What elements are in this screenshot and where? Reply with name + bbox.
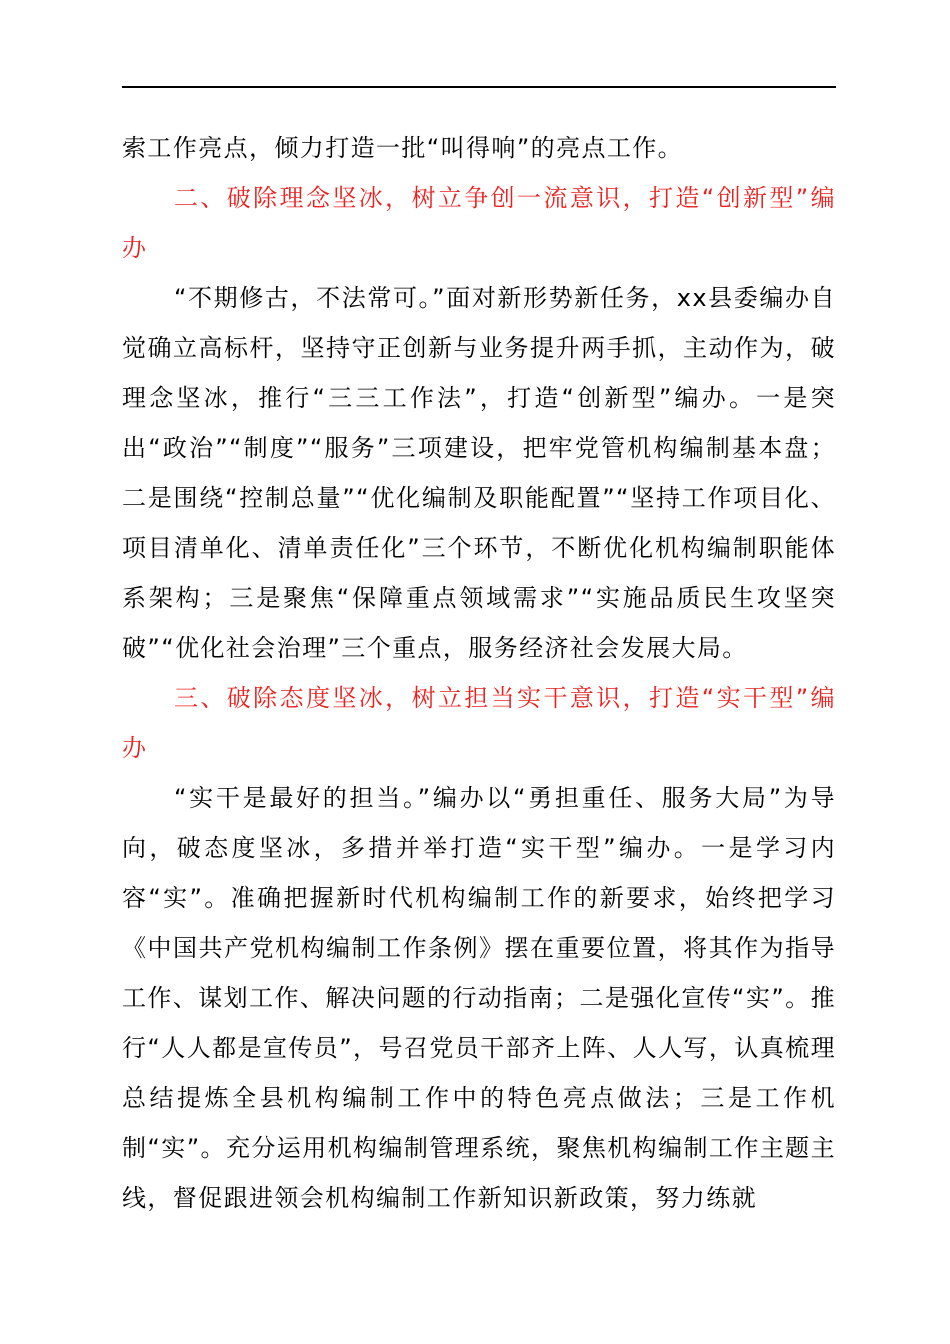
document-body — [122, 123, 836, 1223]
section-heading-2: 二、破除理念坚冰，树立争创一流意识，打造“创新型”编办 — [122, 184, 836, 262]
body-paragraph-section-2: “不期修古，不法常可。”面对新形势新任务，xx县委编办自觉确立高标杆，坚持守正创新与业务提升两手抓，主动作为，破理念坚冰，推行“三三工作法”，打造“创新型”编办。一是突出“政治”“制度”“服务”三项建设，把牢党管机构编制基本盘；二是围绕“控制总量”“优化编制及职能配置”“坚持工作项目化、项目清单化、清单责任化”三个环节，不断优化机构编制职能体系架构；三是聚焦“保障重点领域需求”“实施品质民生攻坚突破”“优化社会治理”三个重点，服务经济社会发展大局。 — [122, 284, 836, 662]
header-rule — [122, 86, 836, 88]
section-heading-3: 三、破除态度坚冰，树立担当实干意识，打造“实干型”编办 — [122, 684, 836, 762]
body-paragraph-section-3: “实干是最好的担当。”编办以“勇担重任、服务大局”为导向，破态度坚冰，多措并举打造“实干型”编办。一是学习内容“实”。准确把握新时代机构编制工作的新要求，始终把学习《中国共产党机构编制工作条例》摆在重要位置，将其作为指导工作、谋划工作、解决问题的行动指南；二是强化宣传“实”。推行“人人都是宣传员”，号召党员干部齐上阵、人人写，认真梳理总结提炼全县机构编制工作中的特色亮点做法；三是工作机制“实”。充分运用机构编制管理系统，聚焦机构编制工作主题主线，督促跟进领会机构编制工作新知识新政策，努力练就 — [122, 784, 836, 1212]
body-paragraph-continuation: 索工作亮点，倾力打造一批“叫得响”的亮点工作。 — [122, 134, 684, 162]
